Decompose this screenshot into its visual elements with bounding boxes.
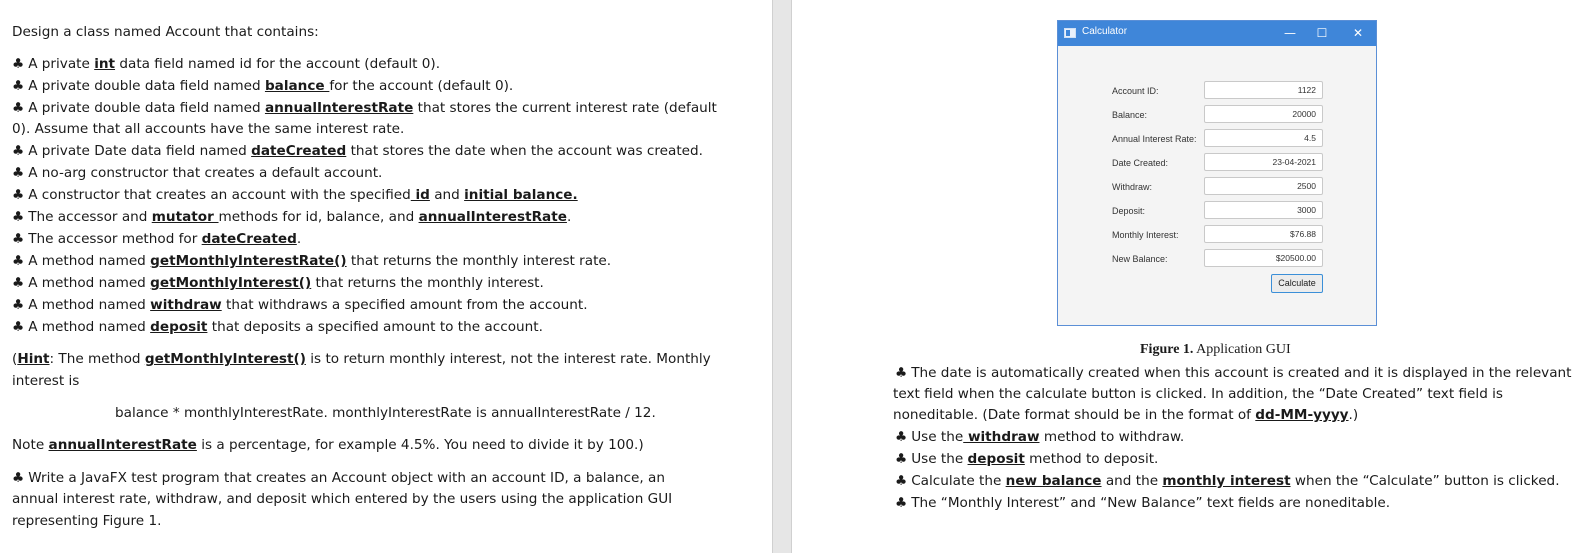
account-id-label: Account ID: [1112,86,1159,96]
club-bullet-icon: ♣ [12,275,25,291]
club-bullet-icon: ♣ [895,429,908,445]
figure-caption: Figure 1. Application GUI [1140,342,1291,357]
intro-text: Design a class named Account that contains: [12,24,319,40]
bullet-item: ♣ Use the withdraw method to withdraw. [895,429,1185,445]
bullet-item: ♣ A method named getMonthlyInterest() that returns the monthly interest. [12,275,544,291]
club-bullet-icon: ♣ [895,495,908,511]
club-bullet-icon: ♣ [12,209,25,225]
club-bullet-icon: ♣ [12,165,25,181]
hint-continuation: interest is [12,373,80,389]
bullet-item: ♣ A private double data field named balance for the account (default 0). [12,78,514,94]
bullet-item: ♣ The date is automatically created when this account is created and it is displayed in the relevant [895,365,1572,381]
bullet-item: ♣ A constructor that creates an account with the specified id and initial balance. [12,187,578,203]
club-bullet-icon: ♣ [12,78,25,94]
window-titlebar[interactable] [1058,21,1376,46]
bullet-continuation: text field when the calculate button is clicked. In addition, the “Date Created” text field is [893,386,1503,402]
bullet-item: ♣ A method named getMonthlyInterestRate() that returns the monthly interest rate. [12,253,612,269]
bullet-continuation: annual interest rate, withdraw, and deposit which entered by the users using the application GUI [12,491,673,507]
club-bullet-icon: ♣ [12,297,25,313]
club-bullet-icon: ♣ [895,451,908,467]
bullet-item: ♣ The accessor and mutator methods for id, balance, and annualInterestRate. [12,209,572,225]
date-created-field: 23-04-2021 [1204,153,1323,171]
club-bullet-icon: ♣ [895,365,908,381]
annual-interest-rate-label: Annual Interest Rate: [1112,134,1197,144]
bullet-continuation: noneditable. (Date format should be in the format of dd-MM-yyyy.) [893,407,1359,423]
date-created-label: Date Created: [1112,158,1169,168]
bullet-item: ♣ A private double data field named annualInterestRate that stores the current interest rate (default [12,100,717,116]
club-bullet-icon: ♣ [12,253,25,269]
maximize-icon[interactable]: ☐ [1316,26,1328,40]
minimize-icon[interactable]: — [1284,26,1296,40]
bullet-item: ♣ Use the deposit method to deposit. [895,451,1159,467]
club-bullet-icon: ♣ [12,470,25,486]
club-bullet-icon: ♣ [12,100,25,116]
withdraw-field[interactable]: 2500 [1204,177,1323,195]
bullet-item: ♣ A private int data field named id for the account (default 0). [12,56,441,72]
bullet-continuation: representing Figure 1. [12,513,162,529]
bullet-item: ♣ A private Date data field named dateCreated that stores the date when the account was created. [12,143,703,159]
balance-label: Balance: [1112,110,1148,120]
bullet-item: ♣ Write a JavaFX test program that creates an Account object with an account ID, a balance, an [12,470,665,486]
monthly-interest-label: Monthly Interest: [1112,230,1179,240]
bullet-item: ♣ The “Monthly Interest” and “New Balance” text fields are noneditable. [895,495,1391,511]
club-bullet-icon: ♣ [12,231,25,247]
annual-interest-rate-field[interactable]: 4.5 [1204,129,1323,147]
club-bullet-icon: ♣ [12,187,25,203]
formula-text: balance * monthlyInterestRate. monthlyInterestRate is annualInterestRate / 12. [115,405,656,421]
note-paragraph: Note annualInterestRate is a percentage, for example 4.5%. You need to divide it by 100.) [12,437,644,453]
bullet-item: ♣ Calculate the new balance and the monthly interest when the “Calculate” button is clicked. [895,473,1560,489]
bullet-item: ♣ A method named withdraw that withdraws a specified amount from the account. [12,297,588,313]
account-id-field[interactable]: 1122 [1204,81,1323,99]
hint-paragraph: (Hint: The method getMonthlyInterest() is to return monthly interest, not the interest rate. Monthly [12,351,711,367]
monthly-interest-field: $76.88 [1204,225,1323,243]
page-gutter [772,0,792,553]
close-icon[interactable]: ✕ [1352,26,1364,40]
new-balance-label: New Balance: [1112,254,1168,264]
app-window-icon [1064,28,1076,38]
balance-field[interactable]: 20000 [1204,105,1323,123]
bullet-item: ♣ The accessor method for dateCreated. [12,231,302,247]
club-bullet-icon: ♣ [12,143,25,159]
bullet-continuation: 0). Assume that all accounts have the same interest rate. [12,121,405,137]
club-bullet-icon: ♣ [12,56,25,72]
club-bullet-icon: ♣ [895,473,908,489]
deposit-field[interactable]: 3000 [1204,201,1323,219]
bullet-item: ♣ A no-arg constructor that creates a default account. [12,165,383,181]
window-title: Calculator [1082,26,1128,37]
calculator-window [1057,20,1377,326]
calculate-button[interactable]: Calculate [1271,274,1323,293]
withdraw-label: Withdraw: [1112,182,1153,192]
bullet-item: ♣ A method named deposit that deposits a specified amount to the account. [12,319,543,335]
deposit-label: Deposit: [1112,206,1146,216]
new-balance-field: $20500.00 [1204,249,1323,267]
club-bullet-icon: ♣ [12,319,25,335]
